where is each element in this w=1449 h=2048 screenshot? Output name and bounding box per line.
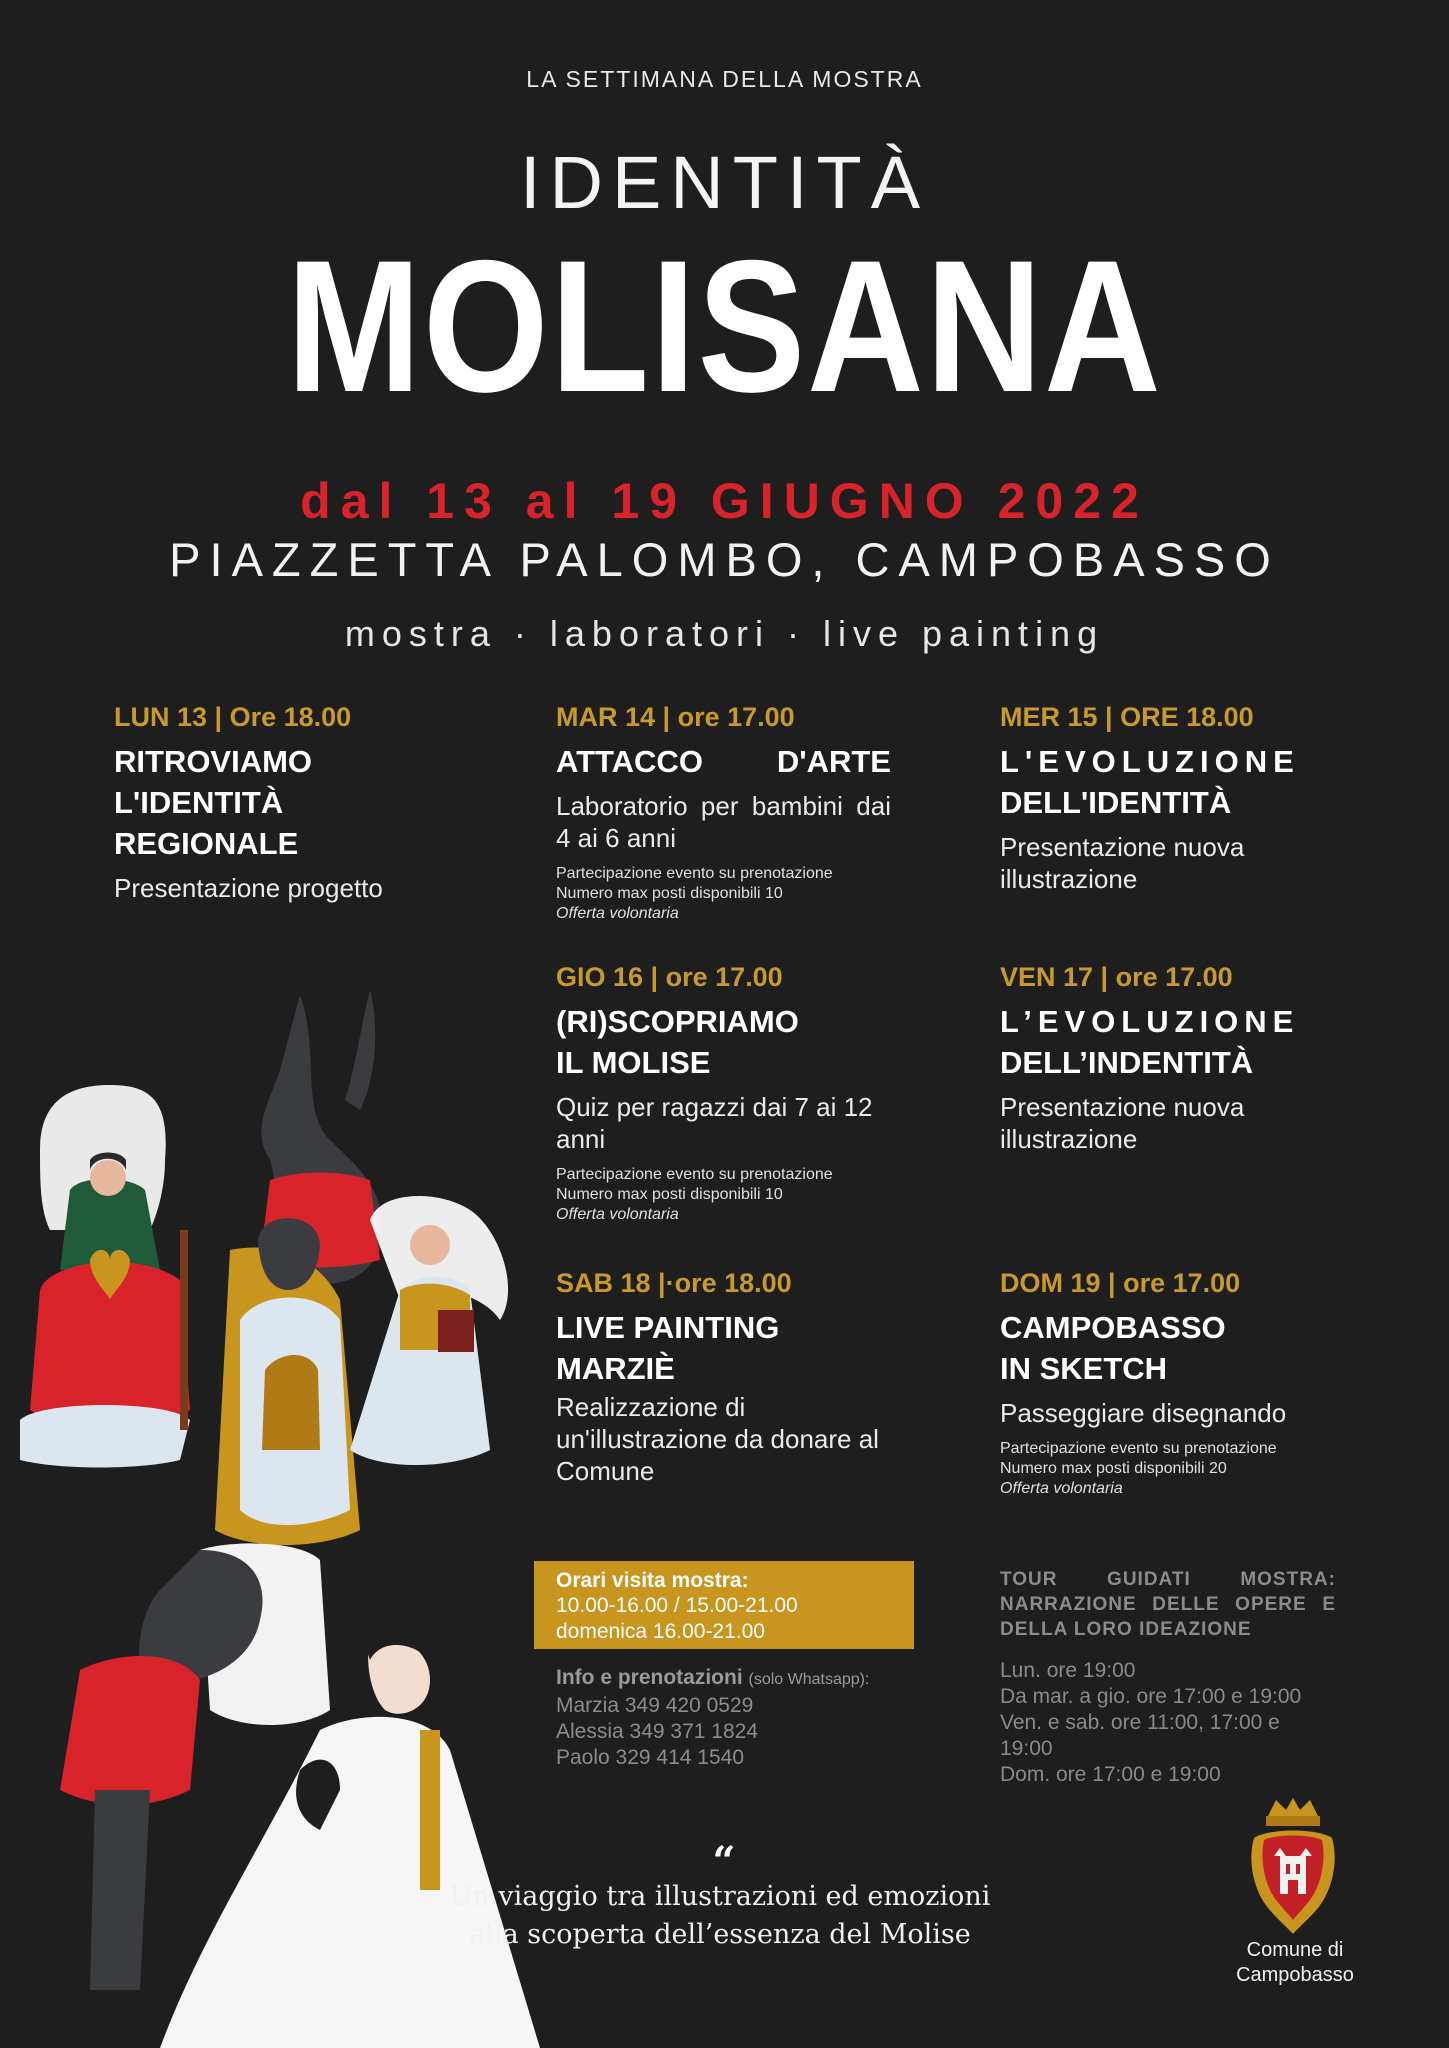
event-dates: dal 13 al 19 GIUGNO 2022 (300, 473, 1149, 529)
event-title-line: IN SKETCH (1000, 1351, 1168, 1386)
event-title-line: L’EVOLUZIONE (1000, 1004, 1300, 1039)
event-title-line: ATTACCO D'ARTE (556, 744, 891, 779)
event-title-line: L'IDENTITÀ (114, 785, 284, 820)
tours-line: Dom. ore 17:00 e 19:00 (1000, 1763, 1221, 1786)
event-when: VEN 17 | ore 17.00 (1000, 962, 1233, 992)
figure-woman-heart (20, 1085, 190, 1468)
event-title-line: REGIONALE (114, 826, 299, 861)
event-fri-17 (1000, 962, 1345, 1155)
event-title (1000, 741, 1345, 823)
event-wed-15 (1000, 702, 1345, 895)
tours-heading-line: NARRAZIONE DELLE OPERE E (1000, 1594, 1336, 1615)
event-place: PIAZZETTA PALOMBO, CAMPOBASSO (169, 533, 1280, 586)
booking-info (556, 1665, 936, 1771)
event-note (556, 864, 891, 924)
event-desc: Presentazione nuova illustrazione (1000, 832, 1245, 894)
title-line-2: MOLISANA (286, 221, 1163, 431)
city-line: Comune di (1246, 1939, 1344, 1961)
event-note (556, 1165, 901, 1225)
note-line: Numero max posti disponibili 20 (1000, 1460, 1227, 1477)
event-title (556, 741, 891, 782)
event-title (556, 1001, 901, 1083)
event-when: LUN 13 | Ore 18.00 (114, 702, 352, 732)
event-sun-19 (1000, 1268, 1345, 1499)
hours-line: domenica 16.00-21.00 (556, 1620, 765, 1643)
event-sat-18 (556, 1268, 901, 1487)
kicker: LA SETTIMANA DELLA MOSTRA (526, 66, 923, 92)
note-line: Numero max posti disponibili 10 (556, 1186, 783, 1203)
event-when: GIO 16 | ore 17.00 (556, 962, 783, 992)
note-line: Partecipazione evento su prenotazione (556, 1166, 833, 1183)
event-desc: Realizzazione di un'illustrazione da donare al Comune (556, 1392, 879, 1486)
event-title-line: (RI)SCOPRIAMO (556, 1004, 799, 1039)
crest-icon (1248, 1798, 1338, 1938)
note-line: Offerta volontaria (1000, 1480, 1123, 1497)
event-when: SAB 18 |·ore 18.00 (556, 1268, 792, 1298)
event-title-line: LIVE PAINTING (556, 1310, 780, 1345)
tours-heading-line: TOUR GUIDATI MOSTRA: (1000, 1569, 1336, 1590)
tours-line: Ven. e sab. ore 11:00, 17:00 e 19:00 (1000, 1711, 1280, 1760)
activities-line: mostra · laboratori · live painting (344, 613, 1105, 654)
event-thu-16 (556, 962, 901, 1225)
note-line: Numero max posti disponibili 10 (556, 885, 783, 902)
event-title (114, 741, 454, 864)
opening-hours-box (534, 1561, 914, 1649)
event-desc: Presentazione nuova illustrazione (1000, 1092, 1245, 1154)
event-desc: Laboratorio per bambini dai 4 ai 6 anni (556, 791, 891, 853)
tours-line: Lun. ore 19:00 (1000, 1659, 1136, 1682)
title-line-1: IDENTITÀ (519, 141, 930, 224)
hours-heading: Orari visita mostra: (556, 1569, 749, 1592)
event-desc: Passeggiare disegnando (1000, 1398, 1287, 1428)
event-title (556, 1307, 901, 1389)
info-heading-note: (solo Whatsapp): (748, 1671, 870, 1688)
closing-quote (420, 1878, 1020, 1954)
city-line: Campobasso (1236, 1964, 1354, 1986)
hours-line: 10.00-16.00 / 15.00-21.00 (556, 1594, 798, 1617)
event-title (1000, 1307, 1345, 1389)
info-heading: Info e prenotazioni (solo Whatsapp): (556, 1666, 870, 1689)
event-when: MAR 14 | ore 17.00 (556, 702, 795, 732)
note-line: Partecipazione evento su prenotazione (556, 865, 833, 882)
event-title-line: L'EVOLUZIONE (1000, 744, 1300, 779)
contact-line: Marzia 349 420 0529 (556, 1694, 754, 1717)
note-line: Offerta volontaria (556, 1206, 679, 1223)
contact-line: Paolo 329 414 1540 (556, 1746, 745, 1769)
event-title-line: DELL’INDENTITÀ (1000, 1045, 1254, 1080)
quote-line: alla scoperta dell’essenza del Molise (469, 1919, 971, 1950)
event-title (1000, 1001, 1345, 1083)
event-desc: Presentazione progetto (114, 873, 383, 903)
event-tue-14 (556, 702, 891, 924)
event-title-line: DELL'IDENTITÀ (1000, 785, 1232, 820)
event-note (1000, 1439, 1345, 1499)
note-line: Partecipazione evento su prenotazione (1000, 1440, 1277, 1457)
municipality-label (1195, 1938, 1395, 1988)
event-title-line: MARZIÈ (556, 1351, 675, 1386)
guided-tours (1000, 1567, 1336, 1788)
event-desc: Quiz per ragazzi dai 7 ai 12 anni (556, 1092, 873, 1154)
note-line: Offerta volontaria (556, 905, 679, 922)
event-title-line: RITROVIAMO (114, 744, 313, 779)
event-title-line: IL MOLISE (556, 1045, 711, 1080)
quote-icon: “ (712, 1838, 736, 1885)
event-when: DOM 19 | ore 17.00 (1000, 1268, 1241, 1298)
tours-line: Da mar. a gio. ore 17:00 e 19:00 (1000, 1685, 1302, 1708)
event-mon-13 (114, 702, 454, 904)
event-when: MER 15 | ORE 18.00 (1000, 702, 1254, 732)
event-title-line: CAMPOBASSO (1000, 1310, 1226, 1345)
tours-heading-line: DELLA LORO IDEAZIONE (1000, 1619, 1252, 1640)
quote-line: Un viaggio tra illustrazioni ed emozioni (449, 1881, 991, 1912)
contact-line: Alessia 349 371 1824 (556, 1720, 758, 1743)
